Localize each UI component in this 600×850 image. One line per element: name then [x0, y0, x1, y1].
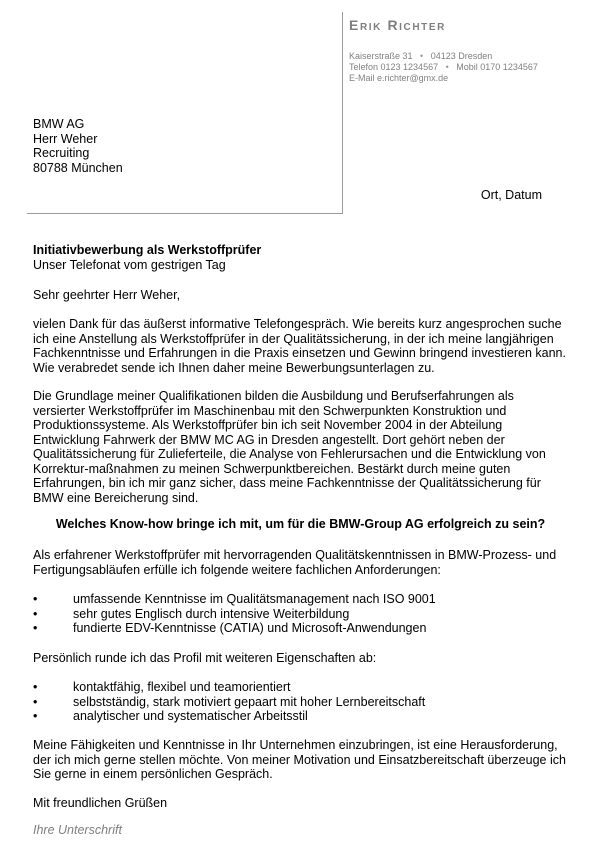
sender-phone: Telefon 0123 1234567 [349, 62, 439, 72]
sender-city: 04123 Dresden [430, 51, 493, 61]
list-item: • kontaktfähig, flexibel und teamorientiert [33, 680, 291, 694]
recipient-company: BMW AG [33, 117, 85, 131]
sender-name: Erik Richter [349, 17, 446, 33]
list-item: • sehr gutes Englisch durch intensive Weiterbildung [33, 606, 350, 621]
sender-email: E-Mail e.richter@gmx.de [349, 73, 449, 83]
paragraph-intro: vielen Dank für das äußerst informative Telefongespräch. Wie bereits kurz angesprochen suche ich eine Anstellung als Werkstoffprüfer in der Qualitätssicherung, in der ich meine langjährigen Fachkenntnisse und Erfahrungen in die Praxis einsetzen und Gewinn bringend investieren kann. Wie verabredet sende ich Ihnen daher meine Bewerbungsunterlagen zu. [33, 317, 566, 375]
recipient-department: Recruiting [33, 146, 90, 160]
bullet-dot: • [33, 606, 38, 621]
subject-block [33, 243, 568, 272]
list-item: • selbstständig, stark motiviert gepaart mit hoher Lernbereitschaft [33, 694, 426, 709]
sender-mobile: Mobil 0170 1234567 [456, 62, 538, 72]
bullet-dot: • [33, 592, 38, 606]
closing-greeting: Mit freundlichen Grüßen [33, 796, 168, 810]
recipient-person: Herr Weher [33, 131, 98, 146]
paragraph-requirements: Als erfahrener Werkstoffprüfer mit hervorragenden Qualitätskenntnissen in BMW-Prozess- und Fertigungsabläufen erfülle ich folgende weitere fachlichen Anforderungen: [33, 548, 557, 577]
sender-street: Kaiserstraße 31 [349, 51, 413, 61]
subject-title: Initiativbewerbung als Werkstoffprüfer [33, 243, 262, 257]
date-line: Ort, Datum [480, 188, 542, 202]
paragraph-closing-text: Meine Fähigkeiten und Kenntnisse in Ihr Unternehmen einzubringen, ist eine Herausforderung, der ich mich gerne stellen möchte. Von meiner Motivation und Einsatzbereitschaft überzeuge ich Sie gerne in einem persönlichen Gespräch. [33, 738, 566, 781]
signature-placeholder: Ihre Unterschrift [33, 823, 122, 837]
letterhead-vertical-rule [342, 12, 343, 214]
traits-list [33, 680, 568, 724]
separator-dot: • [420, 51, 424, 61]
sender-phone-line [349, 62, 538, 73]
separator-dot: • [445, 62, 449, 72]
list-item: • analytischer und systematischer Arbeitsstil [33, 709, 308, 723]
paragraph-traits-intro: Persönlich runde ich das Profil mit weiteren Eigenschaften ab: [33, 651, 377, 665]
list-item: • umfassende Kenntnisse im Qualitätsmanagement nach ISO 9001 [33, 592, 436, 606]
list-item: • fundierte EDV-Kenntnisse (CATIA) und Microsoft-Anwendungen [33, 621, 427, 635]
subject-reference: Unser Telefonat vom gestrigen Tag [33, 257, 226, 272]
know-how-heading: Welches Know-how bringe ich mit, um für die BMW-Group AG erfolgreich zu sein? [55, 517, 546, 531]
recipient-address [33, 117, 123, 175]
skills-list [33, 592, 568, 636]
bullet-dot: • [33, 621, 38, 635]
bullet-dot: • [33, 694, 38, 709]
bullet-dot: • [33, 709, 38, 723]
bullet-dot: • [33, 680, 38, 694]
salutation: Sehr geehrter Herr Weher, [33, 288, 181, 302]
sender-address-line [349, 51, 492, 62]
paragraph-qualifications: Die Grundlage meiner Qualifikationen bilden die Ausbildung und Berufserfahrungen als versierter Werkstoffprüfer im Maschinenbau mit den Schwerpunkten Konstruktion und Produktionssysteme. Als Werkstoffprüfer bin ich seit November 2004 in der Abteilung Entwicklung Fahrwerk der BMW MC AG in Dresden angestellt. Dort gehört neben der Qualitätssicherung für Zulieferteile, die Analyse von Fehlerursachen und die Entwicklung von Korrektur-maßnahmen zu meinen Schwerpunktbereichen. Bestärkt durch meine guten Erfahrungen, bin ich mir ganz sicher, dass meine Fachkenntnisse der Qualitätssicherung für BMW eine Bereicherung sind. [33, 389, 546, 505]
address-field-rule [27, 213, 343, 214]
recipient-city: 80788 München [33, 160, 123, 175]
